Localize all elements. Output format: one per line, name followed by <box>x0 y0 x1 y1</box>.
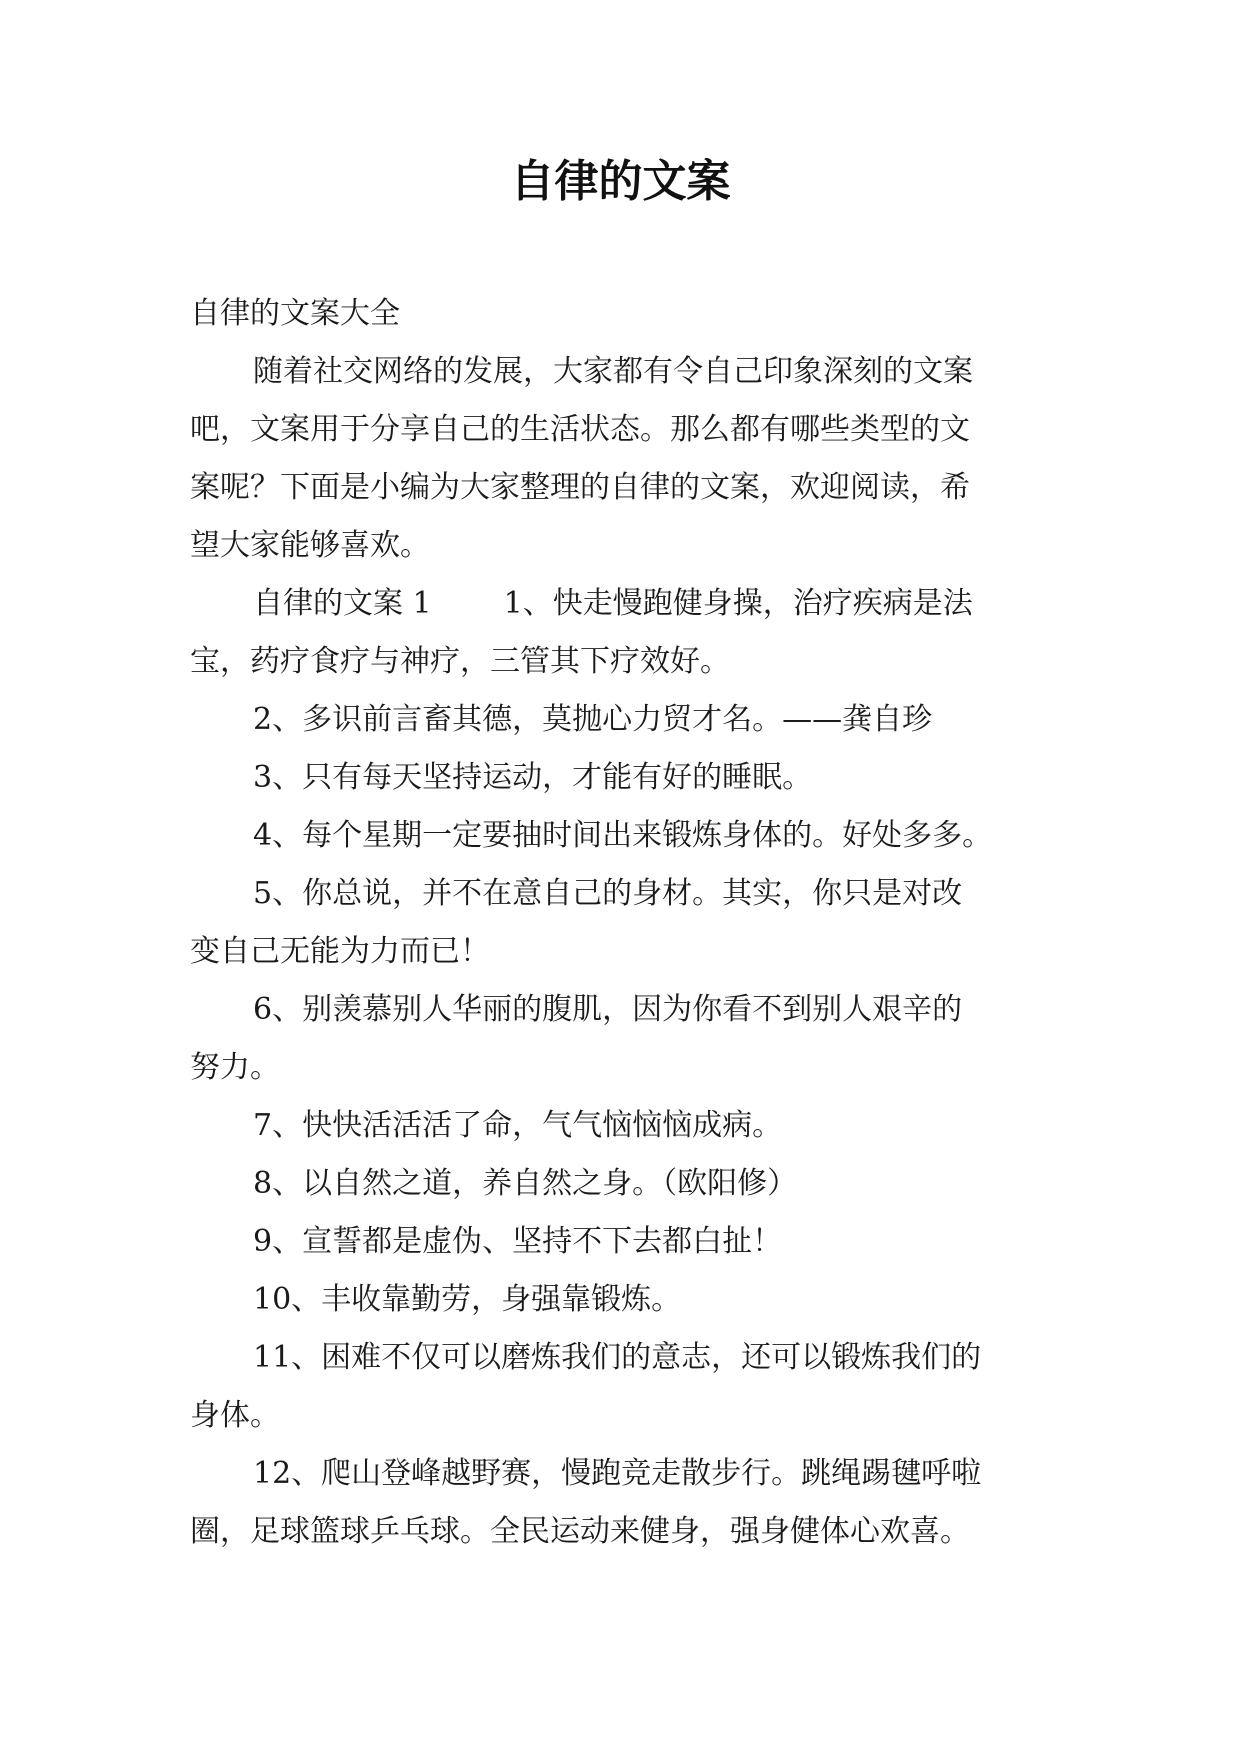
page-title: 自律的文案 <box>510 156 731 207</box>
list-item: 6、别羡慕别人华丽的腹肌，因为你看不到别人艰辛的 <box>253 992 963 1027</box>
intro-line: 吧，文案用于分享自己的生活状态。那么都有哪些类型的文 <box>190 412 970 447</box>
list-item: 3、只有每天坚持运动，才能有好的睡眠。 <box>253 760 813 795</box>
list-item-text: 1、快走慢跑健身操，治疗疾病是法 <box>503 586 973 621</box>
section-label: 自律的文案 1 <box>253 586 432 621</box>
list-item: 11、困难不仅可以磨炼我们的意志，还可以锻炼我们的 <box>253 1340 982 1375</box>
list-item-continuation: 努力。 <box>190 1050 280 1085</box>
section-heading: 自律的文案大全 <box>190 296 400 331</box>
list-item-continuation: 圈，足球篮球乒乓球。全民运动来健身，强身健体心欢喜。 <box>190 1514 970 1549</box>
list-item-continuation: 身体。 <box>190 1398 280 1433</box>
list-item: 9、宣誓都是虚伪、坚持不下去都白扯！ <box>253 1224 783 1259</box>
list-item: 2、多识前言畜其德，莫抛心力贸才名。——龚自珍 <box>253 702 933 737</box>
document-body <box>190 285 1060 1561</box>
intro-line: 案呢？下面是小编为大家整理的自律的文案，欢迎阅读，希 <box>190 470 970 505</box>
list-item: 8、以自然之道，养自然之身。（欧阳修） <box>253 1166 798 1201</box>
intro-line: 随着社交网络的发展，大家都有令自己印象深刻的文案 <box>253 354 973 389</box>
list-item: 4、每个星期一定要抽时间出来锻炼身体的。好处多多。 <box>253 818 993 853</box>
list-item: 7、快快活活活了命，气气恼恼恼成病。 <box>253 1108 783 1143</box>
intro-line: 望大家能够喜欢。 <box>190 528 430 563</box>
list-item-continuation: 变自己无能为力而已！ <box>190 934 490 969</box>
list-item <box>190 575 1060 633</box>
list-item: 5、你总说，并不在意自己的身材。其实，你只是对改 <box>253 876 963 911</box>
list-item: 10、丰收靠勤劳，身强靠锻炼。 <box>253 1282 682 1317</box>
list-item-continuation: 宝，药疗食疗与神疗，三管其下疗效好。 <box>190 644 730 679</box>
list-item: 12、爬山登峰越野赛，慢跑竞走散步行。跳绳踢毽呼啦 <box>253 1456 982 1491</box>
